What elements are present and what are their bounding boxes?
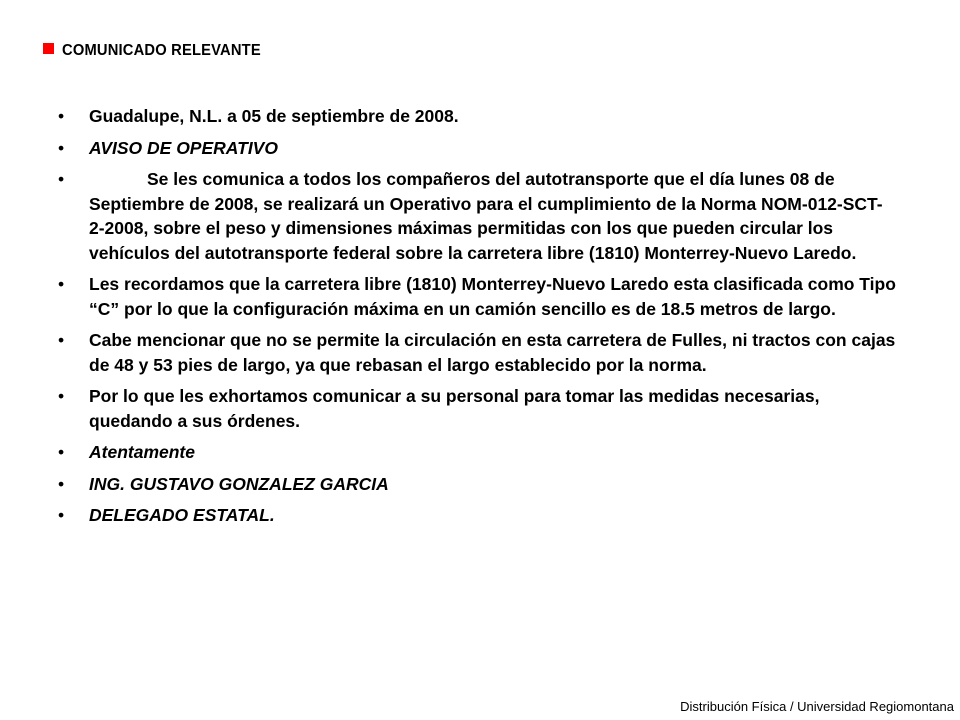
bullet-dot-icon: • [58,137,65,158]
bullet-text: Por lo que les exhortamos comunicar a su personal para tomar las medidas necesarias, quedando a sus órdenes. [89,386,820,431]
bullet-closing [58,440,898,465]
slide-header [43,42,278,60]
bullet-dot-icon: • [58,169,65,189]
bullet-text: Atentamente [89,442,195,462]
bullet-text: ING. GUSTAVO GONZALEZ GARCIA [89,473,389,494]
bullet-dot-icon: • [58,106,65,126]
bullet-dot-icon: • [58,442,65,462]
red-square-icon [43,43,54,54]
bullet-text: Cabe mencionar que no se permite la circulación en esta carretera de Fulles, ni tractos con cajas de 48 y 53 pies de largo, ya que rebasan el largo establecido por la norma. [89,330,896,375]
slide-footer: Distribución Física / Universidad Regiomontana [680,699,954,714]
bullet-text: Guadalupe, N.L. a 05 de septiembre de 2008. [89,106,459,126]
bullet-text: Se les comunica a todos los compañeros del autotransporte que el día lunes 08 de Septiembre de 2008, se realizará un Operativo para el cumplimiento de la Norma NOM-012-SCT-2-2008, sobre el peso y dimensiones máximas permitidas con los que pueden circular los vehículos del autotransporte federal sobre la carretera libre (1810) Monterrey-Nuevo Laredo. [89,169,883,263]
bullet-signatory-title [58,503,898,528]
bullet-dot-icon: • [58,386,65,406]
bullet-road-type [58,272,898,321]
bullet-text: AVISO DE OPERATIVO [89,137,278,158]
bullet-dot-icon: • [58,473,65,494]
bullet-signatory-name [58,472,898,497]
bullet-text: DELEGADO ESTATAL. [89,505,275,525]
bullet-announcement [58,167,898,265]
bullet-restrictions [58,328,898,377]
bullet-list [58,104,898,535]
bullet-dot-icon: • [58,274,65,294]
bullet-dot-icon: • [58,505,65,525]
slide-title: COMUNICADO RELEVANTE [62,42,261,59]
bullet-text: Les recordamos que la carretera libre (1810) Monterrey-Nuevo Laredo esta clasificada como Tipo “C” por lo que la configuración máxima en un camión sencillo es de 18.5 metros de largo. [89,274,896,319]
bullet-dot-icon: • [58,330,65,350]
bullet-notice-title [58,136,898,161]
bullet-date [58,104,898,129]
bullet-exhortation [58,384,898,433]
